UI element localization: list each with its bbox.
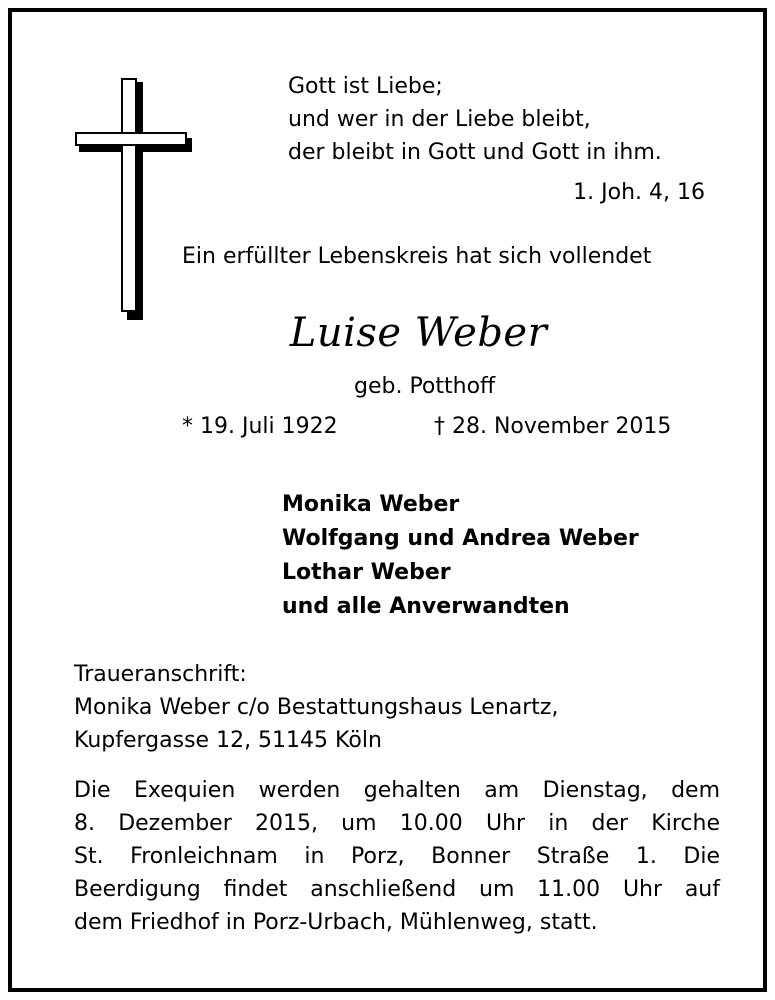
- verse-line: Gott ist Liebe;: [288, 74, 443, 99]
- birth-date: * 19. Juli 1922: [182, 414, 338, 439]
- family-member: Lothar Weber: [282, 560, 451, 585]
- address-line: Monika Weber c/o Bestattungshaus Lenartz,: [74, 695, 559, 720]
- maiden-name: geb. Potthoff: [354, 374, 496, 399]
- notice-line: Beerdigung findet anschließend um 11.00 Uhr auf: [74, 877, 720, 902]
- funeral-notice: [74, 774, 720, 939]
- family-member: und alle Anverwandten: [282, 594, 570, 619]
- mourning-address: [74, 658, 558, 757]
- verse-line: und wer in der Liebe bleibt,: [288, 107, 591, 132]
- latin-cross-icon: [74, 78, 194, 324]
- family-list: [282, 488, 639, 624]
- family-member: Monika Weber: [282, 492, 460, 517]
- address-label: Traueranschrift:: [74, 662, 247, 687]
- notice-line: 8. Dezember 2015, um 10.00 Uhr in der Kirche: [74, 811, 720, 836]
- deceased-name: Luise Weber: [289, 310, 548, 356]
- address-line: Kupfergasse 12, 51145 Köln: [74, 728, 382, 753]
- death-date: † 28. November 2015: [434, 414, 672, 439]
- obituary-frame: [8, 8, 767, 992]
- notice-line: dem Friedhof in Porz-Urbach, Mühlenweg, statt.: [74, 910, 598, 935]
- family-member: Wolfgang und Andrea Weber: [282, 526, 639, 551]
- intro-line: Ein erfüllter Lebenskreis hat sich vollendet: [182, 244, 652, 269]
- verse-line: der bleibt in Gott und Gott in ihm.: [288, 140, 662, 165]
- notice-line: St. Fronleichnam in Porz, Bonner Straße 1. Die: [74, 844, 720, 869]
- bible-verse: [288, 70, 662, 169]
- verse-reference: 1. Joh. 4, 16: [573, 180, 705, 205]
- notice-line: Die Exequien werden gehalten am Dienstag, dem: [74, 778, 720, 803]
